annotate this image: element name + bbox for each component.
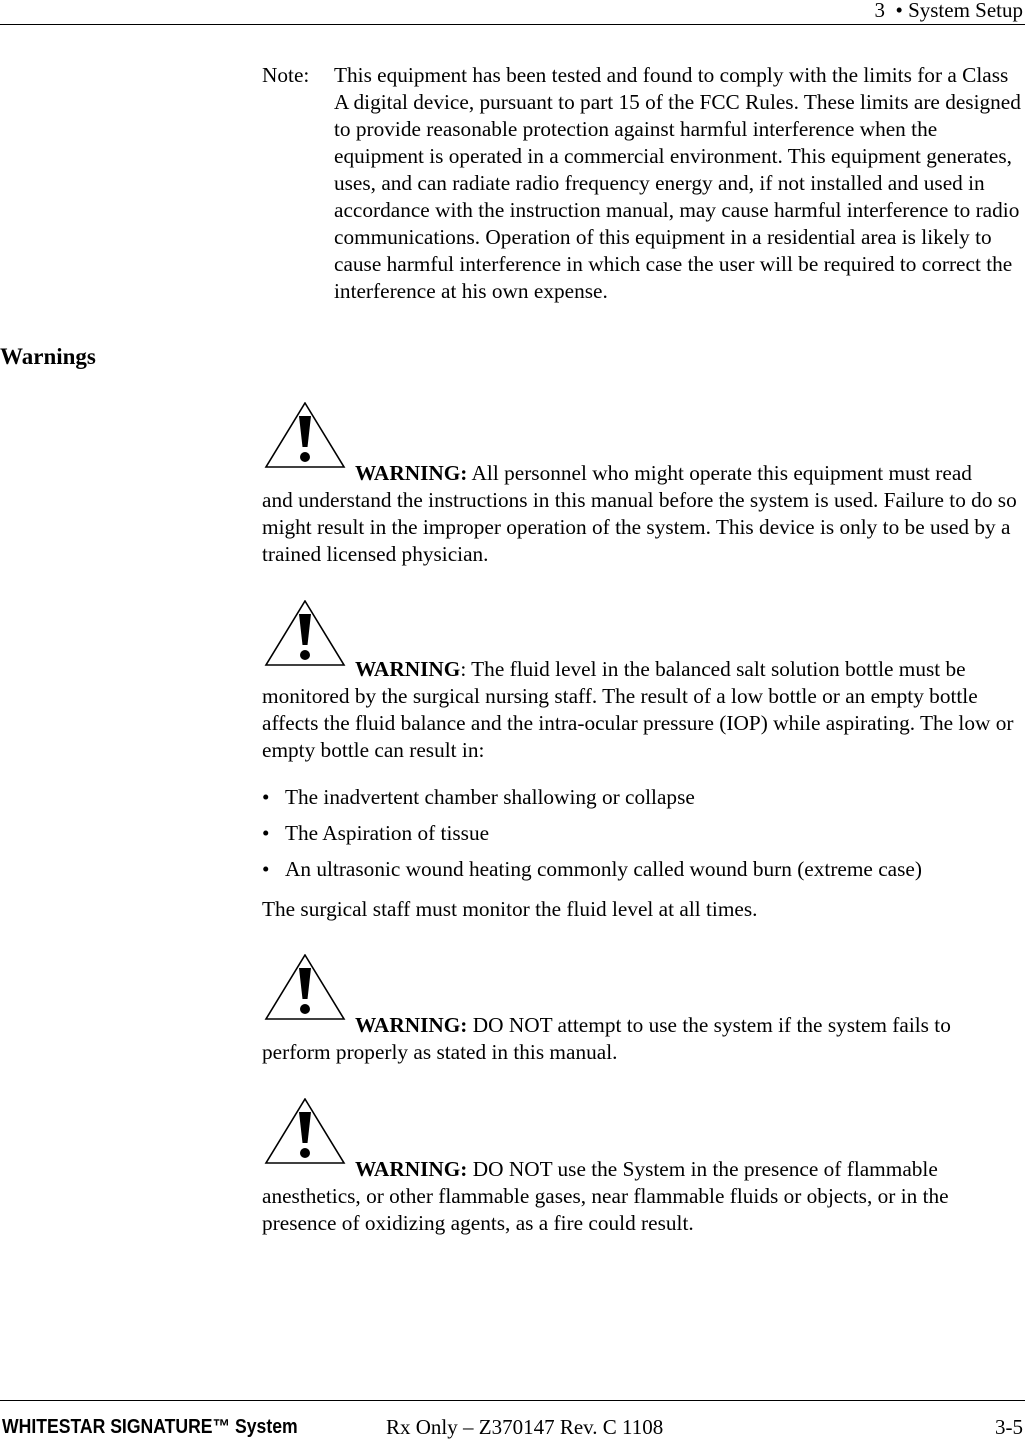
warning-lead-text: : The fluid level in the balanced salt solution bottle must be: [460, 657, 966, 681]
warning-label: WARNING:: [355, 1157, 468, 1181]
warning-body-text: anesthetics, or other flammable gases, near flammable fluids or objects, or in the presence of oxidizing agents, as a fire could result.: [262, 1184, 949, 1235]
note-text: This equipment has been tested and found to comply with the limits for a Class A digital device, pursuant to part 15 of the FCC Rules. These limits are designed to provide reasonable protection against harmful interference when the equipment is operated in a commercial environment. This equipment generates, uses, and can radiate radio frequency energy and, if not installed and used in accordance with the instruction manual, may cause harmful interference to radio communications. Operation of this equipment in a residential area is likely to cause harmful interference in which case the user will be required to correct the interference at his own expense.: [334, 63, 1021, 303]
header-rule: [0, 24, 1025, 25]
warning-lead-text: DO NOT attempt to use the system if the system fails to: [467, 1013, 951, 1037]
list-item: • The Aspiration of tissue: [262, 821, 490, 845]
monitoring-instruction: The surgical staff must monitor the fluid level at all times.: [262, 897, 758, 921]
warning-lead-text: All personnel who might operate this equipment must read: [467, 461, 972, 485]
warning-4: [262, 1156, 1024, 1237]
header-separator: •: [895, 0, 903, 22]
warning-body-text: monitored by the surgical nursing staff. The result of a low bottle or an empty bottle affects the fluid balance and the intra-ocular pressure (IOP) while aspirating. The low or empty bottle can result in:: [262, 684, 1014, 762]
warning-3: [262, 1012, 1024, 1066]
warning-2: [262, 656, 1024, 764]
warning-body-text: and understand the instructions in this manual before the system is used. Failure to do so might result in the improper operation of the system. This device is only to be used by a trained licensed physician.: [262, 488, 1017, 566]
running-header: [874, 0, 1023, 20]
warning-label: WARNING:: [355, 1013, 468, 1037]
warning-label: WARNING: [355, 657, 461, 681]
consequence-list: [262, 784, 1024, 892]
section-title: Warnings: [0, 344, 96, 369]
page-number: 3-5: [995, 1415, 1023, 1439]
note-label: Note:: [262, 63, 310, 87]
list-item: • The inadvertent chamber shallowing or collapse: [262, 785, 695, 809]
list-item: • An ultrasonic wound heating commonly called wound burn (extreme case): [262, 857, 922, 881]
warning-body-text: perform properly as stated in this manual.: [262, 1040, 618, 1064]
warning-lead-text: DO NOT use the System in the presence of flammable: [467, 1157, 938, 1181]
footer-product-name: WHITESTAR SIGNATURE™ System: [2, 1416, 298, 1438]
footer-rule: [0, 1400, 1025, 1401]
warning-label: WARNING:: [355, 461, 468, 485]
warning-1: [262, 460, 1024, 568]
footer-document-id: Rx Only – Z370147 Rev. C 1108: [386, 1415, 664, 1439]
chapter-title: System Setup: [908, 0, 1023, 22]
chapter-number: 3: [874, 0, 885, 22]
